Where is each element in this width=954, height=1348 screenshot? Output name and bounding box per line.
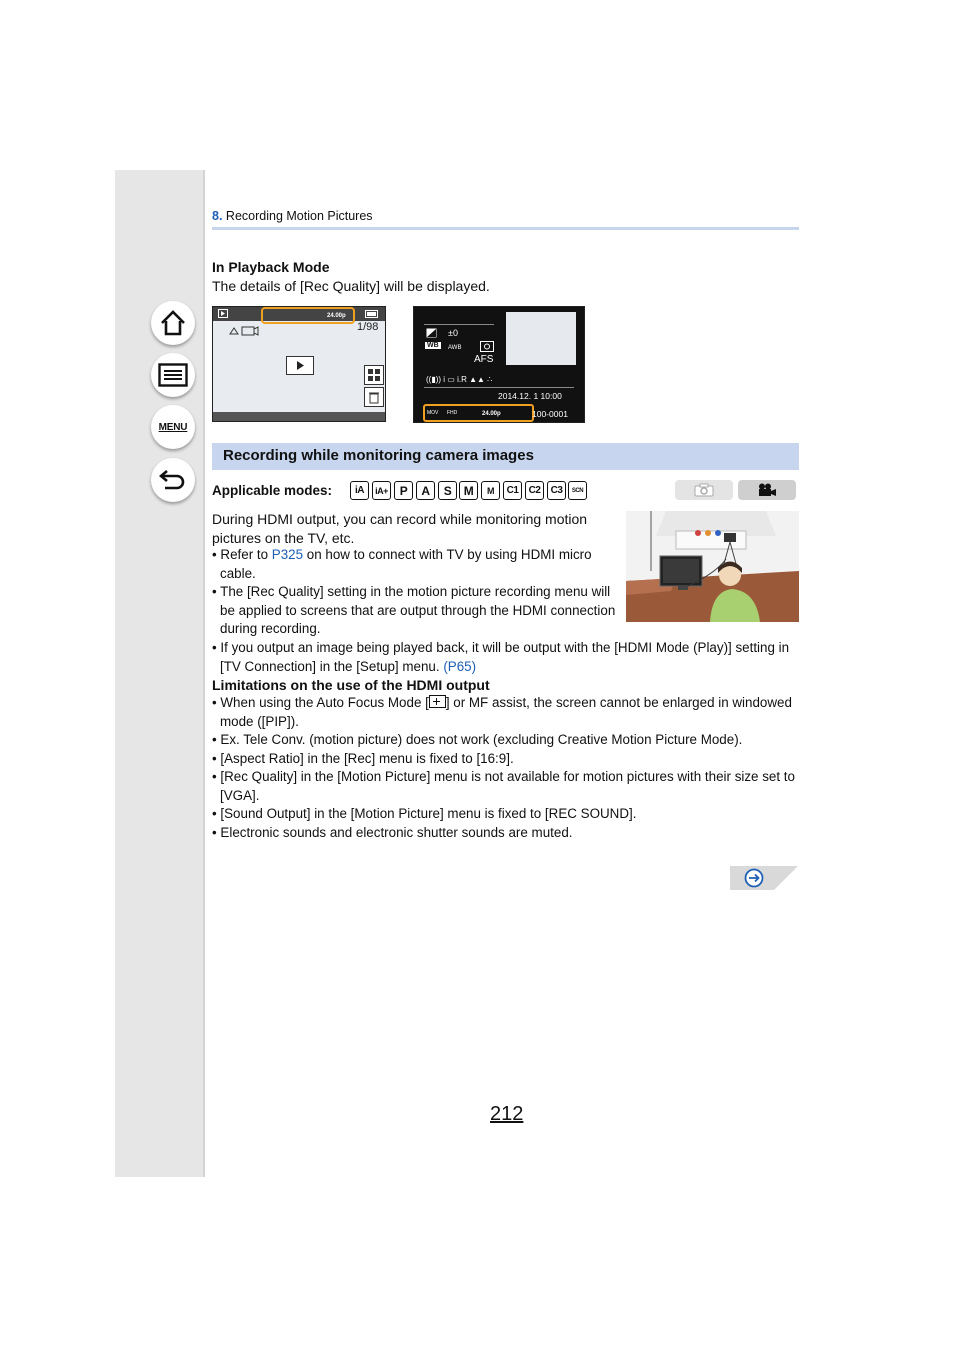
playback-screen-1	[212, 306, 386, 422]
bullet-playback-output	[212, 639, 807, 676]
grid-icon	[365, 366, 383, 384]
playback-description: The details of [Rec Quality] will be displayed.	[212, 278, 490, 294]
playback-screen-2	[413, 306, 585, 423]
next-page-button[interactable]	[730, 866, 798, 890]
still-photo-tab	[675, 480, 733, 500]
header-rule	[212, 227, 799, 230]
bullet-hdmi-connect-pre: • Refer to	[212, 547, 272, 562]
bullet-rec-quality: • The [Rec Quality] setting in the motion picture recording menu will be applied to screens that are output through the HDMI connection during recording.	[212, 584, 616, 636]
back-arrow-icon	[159, 467, 187, 493]
intro-text: During HDMI output, you can record while monitoring motion pictures on the TV, etc.	[212, 511, 588, 546]
hdmi-monitoring-illustration	[626, 511, 799, 622]
mode-creative-video-icon: M	[481, 481, 500, 500]
list-icon	[158, 363, 188, 387]
settings-icons-row	[426, 373, 526, 384]
metering-icon	[480, 341, 494, 352]
chapter-number: 8.	[212, 209, 223, 223]
chapter-title: Recording Motion Pictures	[225, 209, 373, 223]
p325-link[interactable]: P325	[271, 547, 304, 562]
limitations-heading: Limitations on the use of the HDMI output	[212, 677, 490, 693]
playback-heading: In Playback Mode	[212, 259, 330, 275]
mode-c3-icon: C3	[547, 481, 566, 500]
limitation-tele-conv: • Ex. Tele Conv. (motion picture) does not work (excluding Creative Motion Picture Mode).	[212, 732, 743, 747]
rec-quality-value: 24.00p	[327, 313, 346, 319]
motion-picture-tab	[738, 480, 796, 500]
limitation-vga: • [Rec Quality] in the [Motion Picture] menu is not available for motion pictures with their size set to [VGA].	[212, 769, 795, 803]
home-button[interactable]	[151, 301, 195, 345]
mode-c1-icon: C1	[503, 481, 522, 500]
mode-s-icon: S	[438, 481, 457, 500]
limitation-af-mode	[212, 694, 807, 731]
mode-ia-plus-icon: iA+	[372, 481, 391, 500]
bullet-hdmi-connect-post: on how to connect with TV by using HDMI micro cable.	[220, 547, 592, 581]
playback-icon	[218, 309, 228, 318]
date-time: 2014.12. 1 10:00	[498, 391, 562, 401]
bullet-playback-output-text: • If you output an image being played back, it will be output with the [HDMI Mode (Play)] setting in [TV Connection] in the [Setup] menu.	[212, 640, 790, 674]
size-value: FHD	[447, 410, 458, 416]
mode-ia-icon: iA	[350, 481, 369, 500]
page-number: 212	[490, 1103, 524, 1125]
trash-icon	[365, 388, 383, 406]
play-icon	[287, 357, 313, 374]
mode-scn-icon: SCN	[568, 481, 587, 500]
video-camera-icon	[757, 483, 777, 497]
camera-icon	[694, 483, 714, 497]
p65-link[interactable]: (P65)	[443, 658, 477, 674]
svg-text:((▮)) i ▭ i.R ▲▲ ∴: ((▮)) i ▭ i.R ▲▲ ∴	[426, 375, 493, 384]
sidebar-divider	[203, 170, 205, 1177]
section-title: Recording while monitoring camera images	[212, 443, 799, 470]
wb-value: AWB	[448, 345, 462, 351]
delete-button[interactable]	[364, 387, 384, 407]
file-number: 100-0001	[532, 409, 568, 419]
menu-label: MENU	[158, 421, 188, 433]
thumbnail-button[interactable]	[364, 365, 384, 385]
wb-label: WB	[427, 342, 439, 349]
bottom-info-bar	[213, 412, 385, 421]
mode-a-icon: A	[416, 481, 435, 500]
mode-m-icon: M	[459, 481, 478, 500]
rate-value: 24.00p	[482, 411, 501, 417]
af-tracking-icon	[429, 695, 446, 708]
limitation-af-mode-post: ] or MF assist, the screen cannot be enlarged in windowed mode ([PIP]).	[220, 695, 792, 729]
limitation-aspect-ratio: • [Aspect Ratio] in the [Rec] menu is fixed to [16:9].	[212, 751, 514, 766]
limitation-af-mode-pre: • When using the Auto Focus Mode [	[212, 695, 429, 710]
battery-icon	[365, 310, 379, 318]
rec-quality-highlight-2	[423, 404, 534, 422]
motion-picture-icon	[229, 324, 259, 336]
info-divider	[424, 324, 494, 325]
date-divider	[424, 387, 574, 388]
mode-c2-icon: C2	[525, 481, 544, 500]
limitation-sound-output: • [Sound Output] in the [Motion Picture] menu is fixed to [REC SOUND].	[212, 806, 637, 821]
exposure-icon	[426, 328, 437, 338]
home-icon	[159, 309, 187, 337]
limitation-sounds-muted: • Electronic sounds and electronic shutter sounds are muted.	[212, 825, 573, 840]
applicable-modes-label: Applicable modes:	[212, 483, 333, 498]
preview-thumbnail	[506, 312, 576, 365]
bullet-hdmi-connect	[212, 546, 620, 583]
frame-counter: 1/98	[357, 321, 379, 333]
exposure-value: ±0	[448, 328, 458, 338]
breadcrumb	[212, 209, 373, 223]
mode-p-icon: P	[394, 481, 413, 500]
menu-button[interactable]	[151, 405, 195, 449]
focus-mode: AFS	[474, 354, 494, 365]
contents-button[interactable]	[151, 353, 195, 397]
format-value: MOV	[427, 410, 439, 416]
back-button[interactable]	[151, 458, 195, 502]
play-button[interactable]	[286, 356, 314, 375]
